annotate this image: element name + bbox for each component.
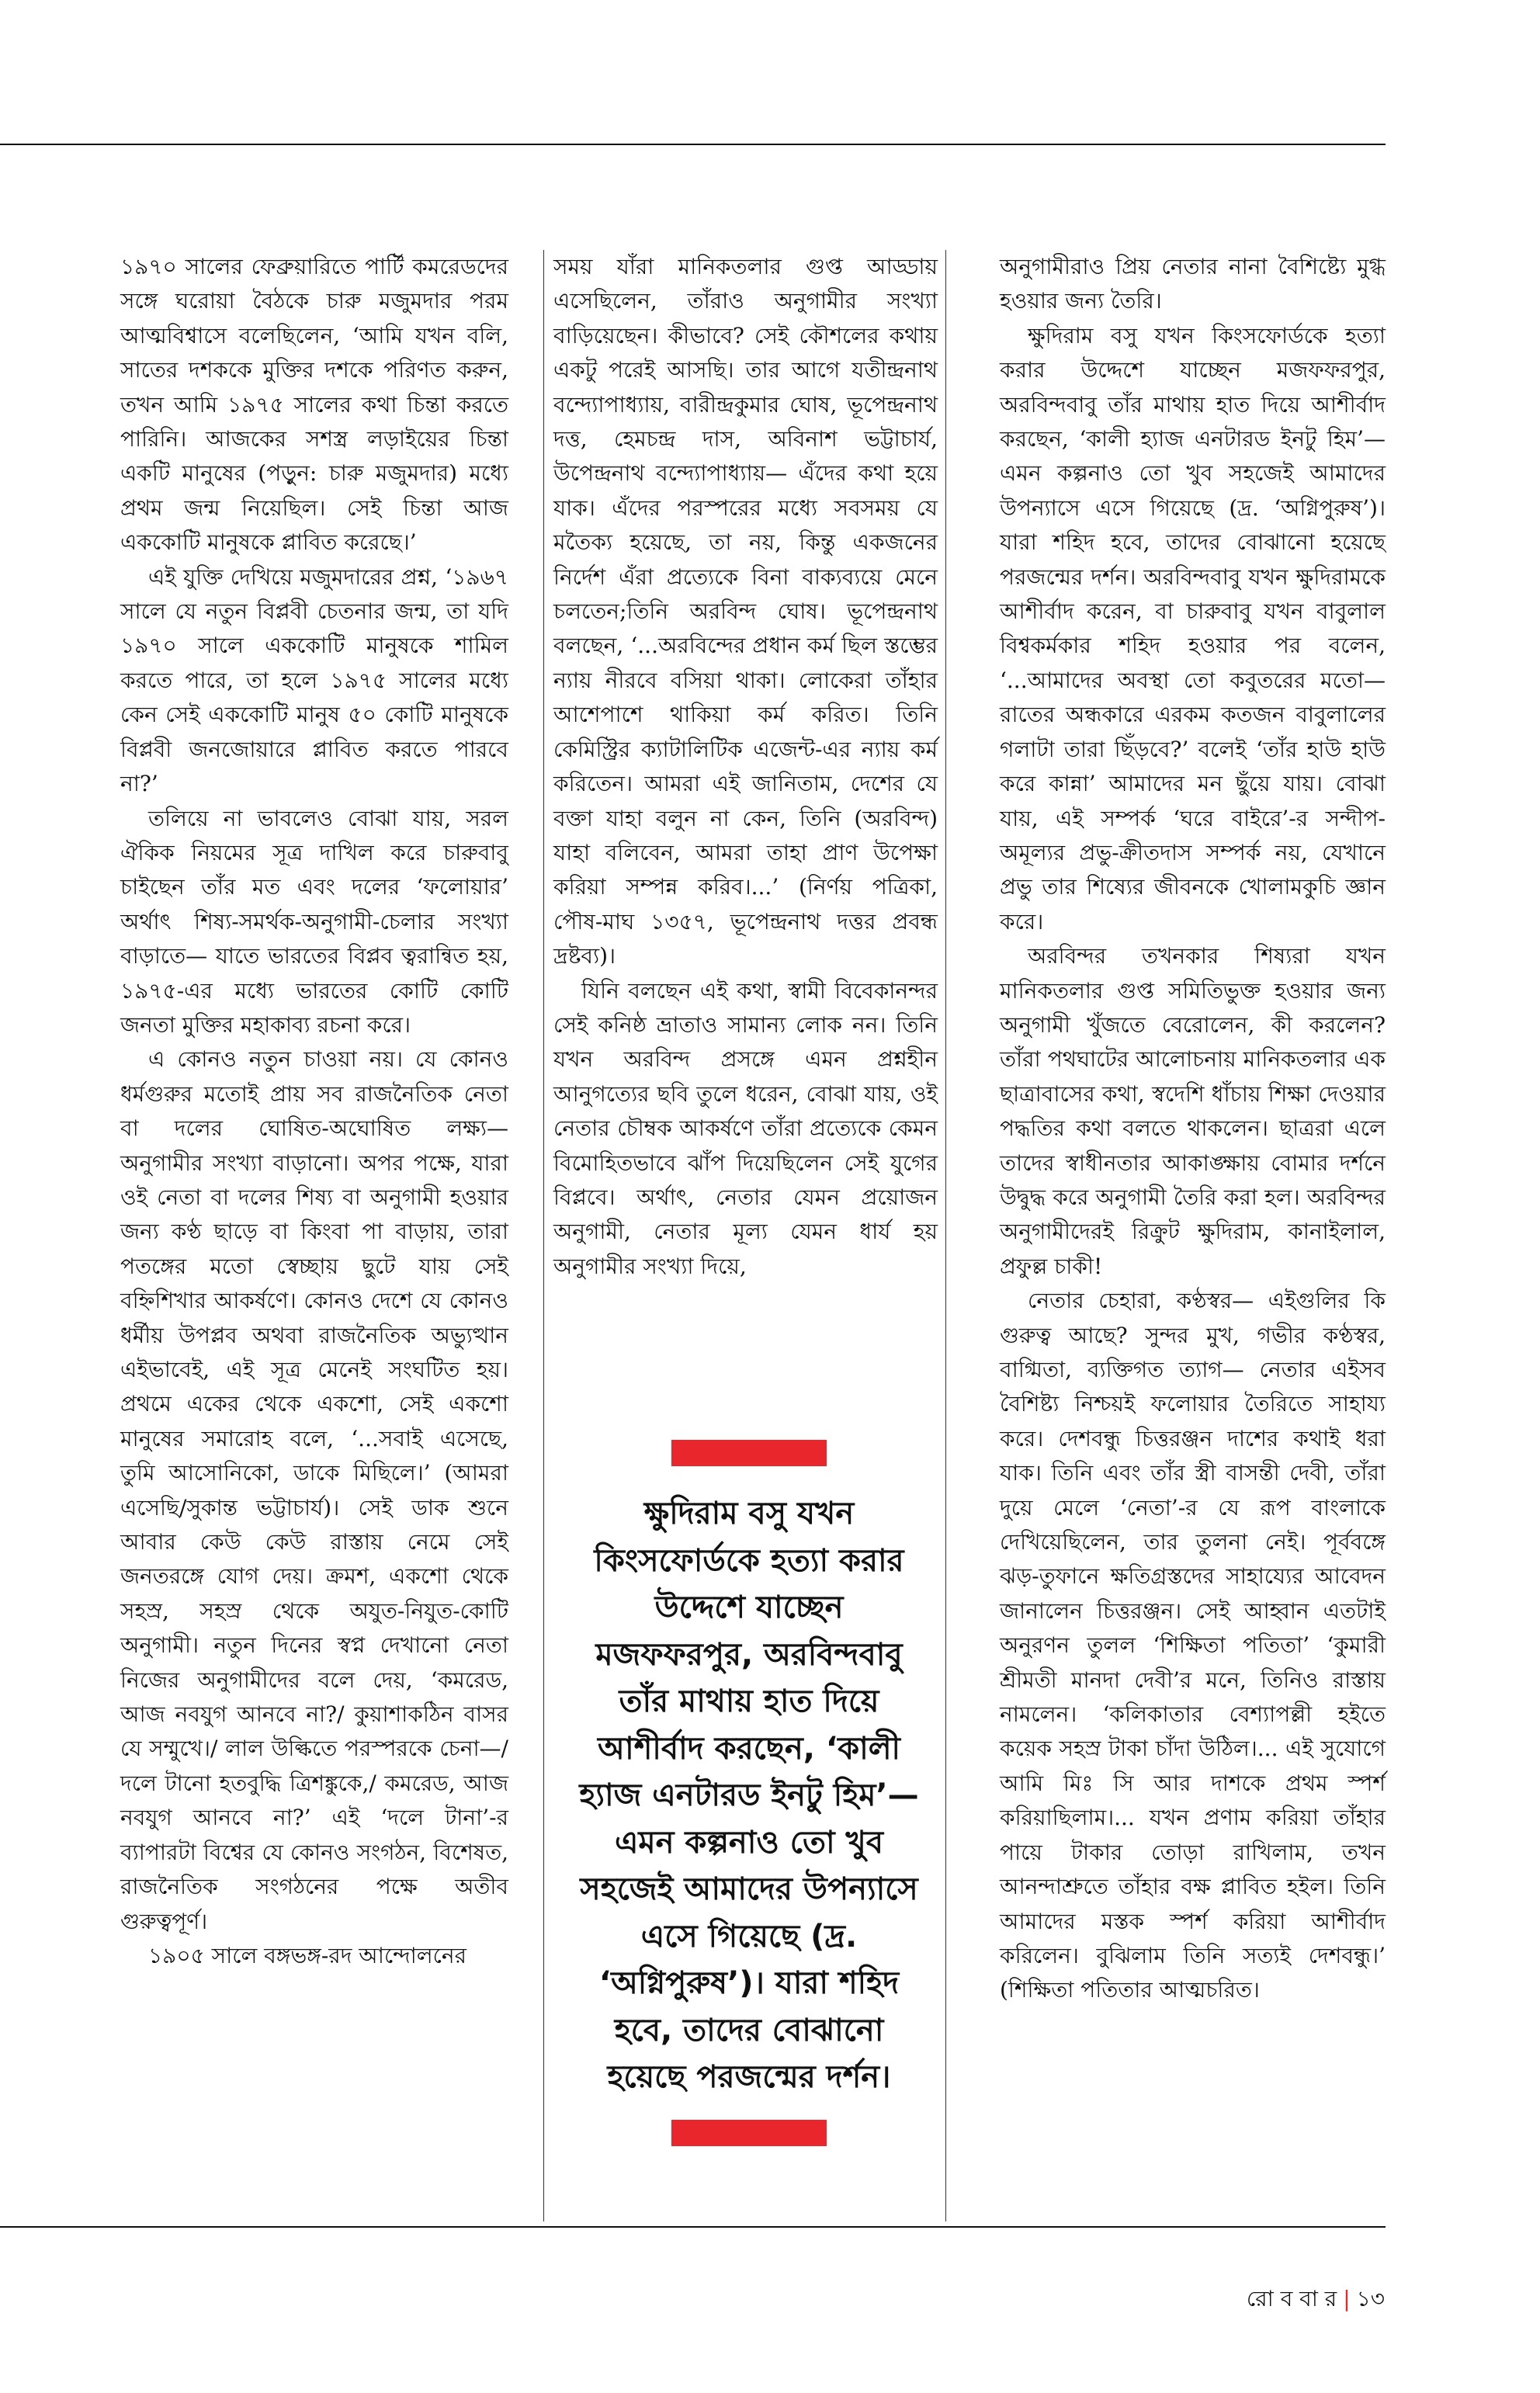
page-folio bbox=[1247, 2282, 1385, 2318]
folio-separator: | bbox=[1343, 2286, 1351, 2311]
bottom-rule bbox=[0, 2226, 1386, 2228]
paragraph: এ কোনও নতুন চাওয়া নয়। যে কোনও ধর্মগুরুর মতোই প্রায় সব রাজনৈতিক নেতা বা দলের ঘোষিত-অঘোষিত লক্ষ্য— অনুগামীর সংখ্যা বাড়ানো। অপর পক্ষে, যারা ওই নেতা বা দলের শিষ্য বা অনুগামী হওয়ার জন্য কণ্ঠ ছাড়ে বা কিংবা পা বাড়ায়, তারা পতঙ্গের মতো স্বেচ্ছায় ছুটে যায় সেই বহ্নিশিখার আকর্ষণে। কোনও দেশে যে কোনও ধর্মীয় উপপ্লব অথবা রাজনৈতিক অভ্যুত্থান এইভাবেই, এই সূত্র মেনেই সংঘটিত হয়। প্রথমে একের থেকে একশো, সেই একশো মানুষের সমারোহ বলে, ‘...সবাই এসেছে, তুমি আসোনিকো, ডাকে মিছিলে।’ (আমরা এসেছি/সুকান্ত ভট্টাচার্য)। সেই ডাক শুনে আবার কেউ কেউ রাস্তায় নেমে সেই জনতরঙ্গে যোগ দেয়। ক্রমশ, একশো থেকে সহস্র, সহস্র থেকে অযুত-নিযুত-কোটি অনুগামী। নতুন দিনের স্বপ্ন দেখানো নেতা নিজের অনুগামীদের বলে দেয়, ‘কমরেড, আজ নবযুগ আনবে না?/ কুয়াশাকঠিন বাসর যে সম্মুখে।/ লাল উল্কিতে পরস্পরকে চেনা—/ দলে টানো হতবুদ্ধি ত্রিশঙ্কুকে,/ কমরেড, আজ নবযুগ আনবে না?’ এই ‘দলে টানা’-র ব্যাপারটা বিশ্বের যে কোনও সংগঠন, বিশেষত, রাজনৈতিক সংগঠনের পক্ষে অতীব গুরুত্বপূর্ণ। bbox=[120, 1046, 508, 1934]
paragraph: ১৯৭০ সালের ফেব্রুয়ারিতে পার্টি কমরেডদের সঙ্গে ঘরোয়া বৈঠকে চারু মজুমদার পরম আত্মবিশ্বাসে বলেছিলেন, ‘আমি যখন বলি, সাতের দশককে মুক্তির দশকে পরিণত করুন, তখন আমি ১৯৭৫ সালের কথা চিন্তা করতে পারিনি। আজকের সশস্ত্র লড়াইয়ের চিন্তা একটি মানুষের (পড়ুন: চারু মজুমদার) মধ্যে প্রথম জন্ম নিয়েছিল। সেই চিন্তা আজ এককোটি মানুষকে প্লাবিত করেছে।’ bbox=[120, 254, 508, 556]
column-divider bbox=[945, 250, 946, 2221]
paragraph: ক্ষুদিরাম বসু যখন কিংসফোর্ডকে হত্যা করার উদ্দেশে যাচ্ছেন মজফফরপুর, অরবিন্দবাবু তাঁর মাথায় হাত দিয়ে আশীর্বাদ করছেন, ‘কালী হ্যাজ এনটারড ইনটু হিম’— এমন কল্পনাও তো খুব সহজেই আমাদের উপন্যাসে এসে গিয়েছে (দ্র. ‘অগ্নিপুরুষ’)। যারা শহিদ হবে, তাদের বোঝানো হয়েছে পরজন্মের দর্শন। অরবিন্দবাবু যখন ক্ষুদিরামকে আশীর্বাদ করেন, বা চারুবাবু যখন বাবুলাল বিশ্বকর্মকার শহিদ হওয়ার পর বলেন, ‘...আমাদের অবস্থা তো কবুতরের মতো— রাতের অন্ধকারে এরকম কতজন বাবুলালের গলাটা তারা ছিঁড়বে?’ বলেই ‘তাঁর হাউ হাউ করে কান্না’ আমাদের মন ছুঁয়ে যায়। বোঝা যায়, এই সম্পর্ক ‘ঘরে বাইরে’-র সন্দীপ-অমূল্যর প্রভু-ক্রীতদাস সম্পর্ক নয়, যেখানে প্রভু তার শিষ্যের জীবনকে খোলামকুচি জ্ঞান করে। bbox=[1000, 322, 1386, 935]
article-column-1 bbox=[120, 250, 508, 1973]
section-name: রো ব বা র bbox=[1246, 2286, 1337, 2311]
paragraph: অরবিন্দর তখনকার শিষ্যরা যখন মানিকতলার গুপ্ত সমিতিভুক্ত হওয়ার জন্য অনুগামী খুঁজতে বেরোলেন, কী করলেন? তাঁরা পথঘাটের আলোচনায় মানিকতলার এক ছাত্রাবাসের কথা, স্বদেশি ধাঁচায় শিক্ষা দেওয়ার পদ্ধতির কথা বলতে থাকলেন। ছাত্ররা এলে তাদের স্বাধীনতার আকাঙ্ক্ষায় বোমার দর্শনে উদ্বুদ্ধ করে অনুগামী তৈরি করা হল। অরবিন্দর অনুগামীদেরই রিক্রুট ক্ষুদিরাম, কানাইলাল, প্রফুল্ল চাকী! bbox=[1000, 943, 1386, 1279]
pull-quote bbox=[578, 1440, 920, 2146]
paragraph: অনুগামীরাও প্রিয় নেতার নানা বৈশিষ্ট্যে মুগ্ধ হওয়ার জন্য তৈরি। bbox=[1000, 254, 1386, 314]
paragraph: সময় যাঁরা মানিকতলার গুপ্ত আড্ডায় এসেছিলেন, তাঁরাও অনুগামীর সংখ্যা বাড়িয়েছেন। কীভাবে? সেই কৌশলের কথায় একটু পরেই আসছি। তার আগে যতীন্দ্রনাথ বন্দ্যোপাধ্যায়, বারীন্দ্রকুমার ঘোষ, ভূপেন্দ্রনাথ দত্ত, হেমচন্দ্র দাস, অবিনাশ ভট্টাচার্য, উপেন্দ্রনাথ বন্দ্যোপাধ্যায়— এঁদের কথা হয়ে যাক। এঁদের পরস্পরের মধ্যে সবসময় যে মতৈক্য হয়েছে, তা নয়, কিন্তু একজনের নির্দেশ এঁরা প্রত্যেকে বিনা বাক্যব্যয়ে মেনে চলতেন;তিনি অরবিন্দ ঘোষ। ভূপেন্দ্রনাথ বলছেন, ‘...অরবিন্দের প্রধান কর্ম ছিল স্তম্ভের ন্যায় নীরবে বসিয়া থাকা। লোকেরা তাঁহার আশেপাশে থাকিয়া কর্ম করিত। তিনি কেমিস্ট্রির ক্যাটালিটিক এজেন্ট-এর ন্যায় কর্ম করিতেন। আমরা এই জানিতাম, দেশের যে বক্তা যাহা বলুন না কেন, তিনি (অরবিন্দ) যাহা বলিবেন, আমরা তাহা প্রাণ উপেক্ষা করিয়া সম্পন্ন করিব।...’ (নির্ণয় পত্রিকা, পৌষ-মাঘ ১৩৫৭, ভূপেন্দ্রনাথ দত্তর প্রবন্ধ দ্রষ্টব্য)। bbox=[553, 254, 938, 969]
article-column-3 bbox=[1000, 250, 1386, 2008]
column-divider bbox=[543, 250, 544, 2221]
paragraph: যিনি বলছেন এই কথা, স্বামী বিবেকানন্দর সেই কনিষ্ঠ ভ্রাতাও সামান্য লোক নন। তিনি যখন অরবিন্দ প্রসঙ্গে এমন প্রশ্নহীন আনুগত্যের ছবি তুলে ধরেন, বোঝা যায়, ওই নেতার চৌম্বক আকর্ষণে তাঁরা প্রত্যেকে কেমন বিমোহিতভাবে ঝাঁপ দিয়েছিলেন সেই যুগের বিপ্লবে। অর্থাৎ, নেতার যেমন প্রয়োজন অনুগামী, নেতার মূল্য যেমন ধার্য হয় অনুগামীর সংখ্যা দিয়ে, bbox=[553, 977, 938, 1279]
paragraph: এই যুক্তি দেখিয়ে মজুমদারের প্রশ্ন, ‘১৯৬৭ সালে যে নতুন বিপ্লবী চেতনার জন্ম, তা যদি ১৯৭০ সালে এককোটি মানুষকে শামিল করতে পারে, তা হলে ১৯৭৫ সালের মধ্যে কেন সেই এককোটি মানুষ ৫০ কোটি মানুষকে বিপ্লবী জনজোয়ারে প্লাবিত করতে পারবে না?’ bbox=[120, 564, 508, 797]
pull-quote-bottom-bar bbox=[671, 2120, 827, 2146]
article-column-2 bbox=[553, 250, 938, 1284]
page-number: ১৩ bbox=[1356, 2286, 1385, 2311]
top-rule bbox=[0, 144, 1386, 145]
pull-quote-top-bar bbox=[671, 1440, 827, 1466]
paragraph: নেতার চেহারা, কণ্ঠস্বর— এইগুলির কি গুরুত্ব আছে? সুন্দর মুখ, গভীর কণ্ঠস্বর, বাগ্মিতা, ব্যক্তিগত ত্যাগ— নেতার এইসব বৈশিষ্ট্য নিশ্চয়ই ফলোয়ার তৈরিতে সাহায্য করে। দেশবন্ধু চিত্তরঞ্জন দাশের কথাই ধরা যাক। তিনি এবং তাঁর স্ত্রী বাসন্তী দেবী, তাঁরা দুয়ে মেলে ‘নেতা’-র যে রূপ বাংলাকে দেখিয়েছিলেন, তার তুলনা নেই। পূর্ববঙ্গে ঝড়-তুফানে ক্ষতিগ্রস্তদের সাহায্যের আবেদন জানালেন চিত্তরঞ্জন। সেই আহ্বান এতটাই অনুরণন তুলল ‘শিক্ষিতা পতিতা’ ‘কুমারী শ্রীমতী মানদা দেবী’র মনে, তিনিও রাস্তায় নামলেন। ‘কলিকাতার বেশ্যাপল্লী হইতে কয়েক সহস্র টাকা চাঁদা উঠিল।... এই সুযোগে আমি মিঃ সি আর দাশকে প্রথম স্পর্শ করিয়াছিলাম।... যখন প্রণাম করিয়া তাঁহার পায়ে টাকার তোড়া রাখিলাম, তখন আনন্দাশ্রুতে তাঁহার বক্ষ প্লাবিত হইল। তিনি আমাদের মস্তক স্পর্শ করিয়া আশীর্বাদ করিলেন। বুঝিলাম তিনি সত্যই দেশবন্ধু।’ (শিক্ষিতা পতিতার আত্মচরিত। bbox=[1000, 1288, 1386, 2003]
paragraph: তলিয়ে না ভাবলেও বোঝা যায়, সরল ঐকিক নিয়মের সূত্র দাখিল করে চারুবাবু চাইছেন তাঁর মত এবং দলের ‘ফলোয়ার’ অর্থাৎ শিষ্য-সমর্থক-অনুগামী-চেলার সংখ্যা বাড়াতে— যাতে ভারতের বিপ্লব ত্বরান্বিত হয়, ১৯৭৫-এর মধ্যে ভারতের কোটি কোটি জনতা মুক্তির মহাকাব্য রচনা করে। bbox=[120, 805, 508, 1038]
pull-quote-text: ক্ষুদিরাম বসু যখন কিংসফোর্ডকে হত্যা করার উদ্দেশে যাচ্ছেন মজফফরপুর, অরবিন্দবাবু তাঁর মাথায় হাত দিয়ে আশীর্বাদ করছেন, ‘কালী হ্যাজ এনটারড ইনটু হিম’— এমন কল্পনাও তো খুব সহজেই আমাদের উপন্যাসে এসে গিয়েছে (দ্র. ‘অগ্নিপুরুষ’)। যারা শহিদ হবে, তাদের বোঝানো হয়েছে পরজন্মের দর্শন। bbox=[579, 1496, 919, 2095]
paragraph: ১৯০৫ সালে বঙ্গভঙ্গ-রদ আন্দোলনের bbox=[148, 1942, 467, 1968]
